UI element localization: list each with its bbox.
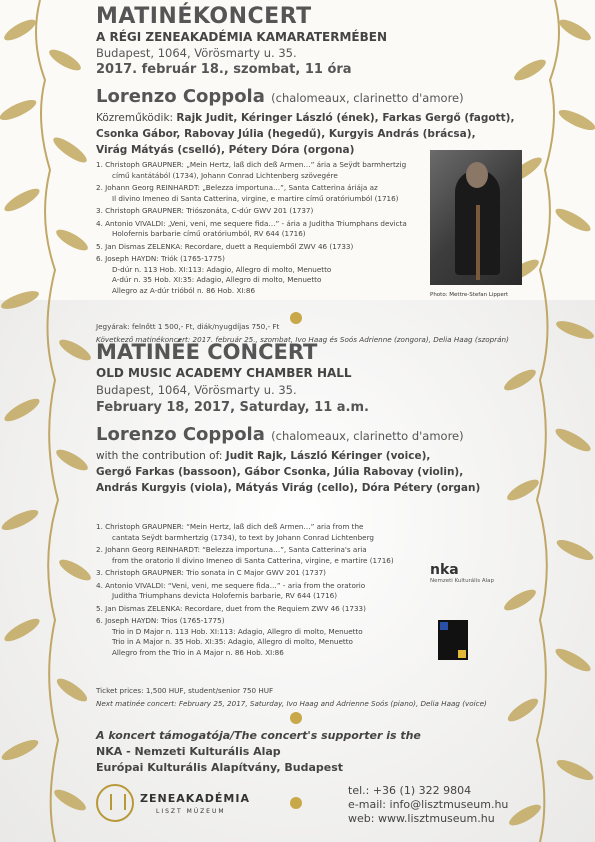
contrib-line: Rajk Judit, Kéringer László (ének), Farkas Gergő (fagott), <box>176 112 515 124</box>
program-item: 1. Christoph GRAUPNER: “Mein Hertz, laß dich deß Armen…” aria from the cantata Seÿdt barmhertzig (1734), to text by Johann Conrad Lichtenberg <box>96 522 374 542</box>
program-item: 3. Christoph GRAUPNER: Triószonáta, C-dúr GWV 201 (1737) <box>96 206 314 215</box>
program-item: 3. Christoph GRAUPNER: Trio sonata in C Major GWV 201 (1737) <box>96 568 326 577</box>
gold-dot <box>290 712 302 724</box>
supporter-line: Európai Kulturális Alapítvány, Budapest <box>96 761 344 774</box>
en-address: Budapest, 1064, Vörösmarty u. 35. <box>96 383 297 397</box>
contact-block <box>348 784 508 826</box>
program-item: 4. Antonio VIVALDI: “Veni, veni, me sequere fida…” - aria from the oratorio Juditha Triumphans devicta Holofernis barbarie, RV 644 (1716) <box>96 580 366 600</box>
performer-photo <box>430 150 522 285</box>
program-item: 2. Johann Georg REINHARDT: „Belezza importuna…”, Santa Catterina áriája az Il divino Imeneo di Santa Catterina, virgine, e martire című oratóriumból (1716) <box>96 183 399 203</box>
en-program <box>96 522 426 660</box>
ekal-logo <box>438 620 468 660</box>
program-item: 4. Antonio VIVALDI: „Veni, veni, me sequere fida…” - ária a Juditha Triumphans devicta Holofernis barbarie című oratóriumból, RV 644 (1716) <box>96 218 407 238</box>
contrib-lead: with the contribution of: <box>96 450 223 462</box>
en-tickets: Ticket prices: 1,500 HUF, student/senior 750 HUF <box>96 686 274 695</box>
program-item: 6. Joseph HAYDN: Trios (1765-1775) Trio in D Major n. 113 Hob. XI:113: Adagio, Allegro di molto, Menuetto Trio in A Major n. 35 Hob. XI:35: Adagio, Allegro di molto, Menuetto Allegro from the Trio in A Major n. 86 Hob. XI:86 <box>96 616 363 657</box>
supporter-block <box>96 728 421 776</box>
supporter-line: A koncert támogatója/The concert's supporter is the <box>96 729 421 742</box>
hu-venue: A RÉGI ZENEAKADÉMIA KAMARATERMÉBEN <box>96 30 387 44</box>
en-next-concert: Next matinée concert: February 25, 2017, Saturday, Ivo Haag and Adrienne Soós (piano), Delia Haag (voice) <box>96 699 487 708</box>
gold-dot <box>290 312 302 324</box>
contrib-line: Gergő Farkas (bassoon), Gábor Csonka, Júlia Rabovay (violin), <box>96 466 464 478</box>
zeneakademia-logo <box>96 784 250 824</box>
contact-phone: tel.: +36 (1) 322 9804 <box>348 784 472 797</box>
program-item: 5. Jan Dismas ZELENKA: Recordare, duett a Requiemből ZWV 46 (1733) <box>96 241 354 251</box>
logo-subname: LISZT MÚZEUM <box>156 808 226 815</box>
performer-name: Lorenzo Coppola <box>96 424 265 445</box>
en-date: February 18, 2017, Saturday, 11 a.m. <box>96 400 369 415</box>
contact-email[interactable]: e-mail: info@lisztmuseum.hu <box>348 798 509 811</box>
performer-name: Lorenzo Coppola <box>96 86 265 107</box>
performer-instruments: (chalomeaux, clarinetto d'amore) <box>271 91 464 105</box>
en-contributors <box>96 448 526 496</box>
contrib-line: Virág Mátyás (cselló), Pétery Dóra (orgona) <box>96 144 355 156</box>
contrib-lead: Közreműködik: <box>96 112 174 124</box>
supporter-line: NKA - Nemzeti Kulturális Alap <box>96 745 281 758</box>
en-venue: OLD MUSIC ACADEMY CHAMBER HALL <box>96 366 352 380</box>
logo-name: ZENEAKADÉMIA <box>140 792 250 805</box>
liszt-seal-icon <box>96 784 134 822</box>
left-leaf-ornament <box>0 0 100 842</box>
contrib-line: András Kurgyis (viola), Mátyás Virág (cello), Dóra Pétery (organ) <box>96 482 481 494</box>
hu-title: MATINÉKONCERT <box>96 4 312 29</box>
contrib-line: Judit Rajk, László Kéringer (voice), <box>225 450 431 462</box>
nka-name: Nemzeti Kulturális Alap <box>430 578 495 584</box>
hu-date: 2017. február 18., szombat, 11 óra <box>96 62 352 77</box>
en-performer <box>96 424 464 445</box>
clarinet-icon <box>476 205 480 280</box>
hu-tickets: Jegyárak: felnőtt 1 500,- Ft, diák/nyugdíjas 750,- Ft <box>96 322 280 331</box>
nka-mark: nka <box>430 562 459 578</box>
contrib-line: Csonka Gábor, Rabovay Júlia (hegedű), Kurgyis András (brácsa), <box>96 128 476 140</box>
photo-credit: Photo: Mettre-Stefan Lippert <box>430 292 509 298</box>
program-item: 1. Christoph GRAUPNER: „Mein Hertz, laß dich deß Armen…” ária a Seÿdt barmhertzig című kantátából (1734), Johann Conrad Lichtenberg szövegére <box>96 160 407 180</box>
hu-address: Budapest, 1064, Vörösmarty u. 35. <box>96 46 297 60</box>
program-item: 5. Jan Dismas ZELENKA: Recordare, duet from the Requiem ZWV 46 (1733) <box>96 603 366 613</box>
performer-instruments: (chalomeaux, clarinetto d'amore) <box>271 429 464 443</box>
contact-web[interactable]: web: www.lisztmuseum.hu <box>348 812 495 825</box>
gold-dot <box>290 797 302 809</box>
program-item: 2. Johann Georg REINHARDT: “Belezza importuna…”, Santa Catterina's aria from the oratorio Il divino Imeneo di Santa Catterina, virgine, e martire (1716) <box>96 545 394 565</box>
hu-performer <box>96 86 464 107</box>
program-item: 6. Joseph HAYDN: Triók (1765-1775) D-dúr n. 113 Hob. XI:113: Adagio, Allegro di molto, Menuetto A-dúr n. 35 Hob. XI:35: Adagio, Allegro di molto, Menuetto Allegro az A-dúr trióból n. 86 Hob. XI:86 <box>96 254 332 295</box>
hu-program <box>96 160 426 298</box>
hu-next-concert: Következő matinékoncert: 2017. február 25., szombat, Ivo Haag és Soós Adrienne (zongora), Delia Haag (szoprán) <box>96 335 509 344</box>
nka-logo <box>430 562 494 584</box>
en-title: MATINÉE CONCERT <box>96 340 318 364</box>
